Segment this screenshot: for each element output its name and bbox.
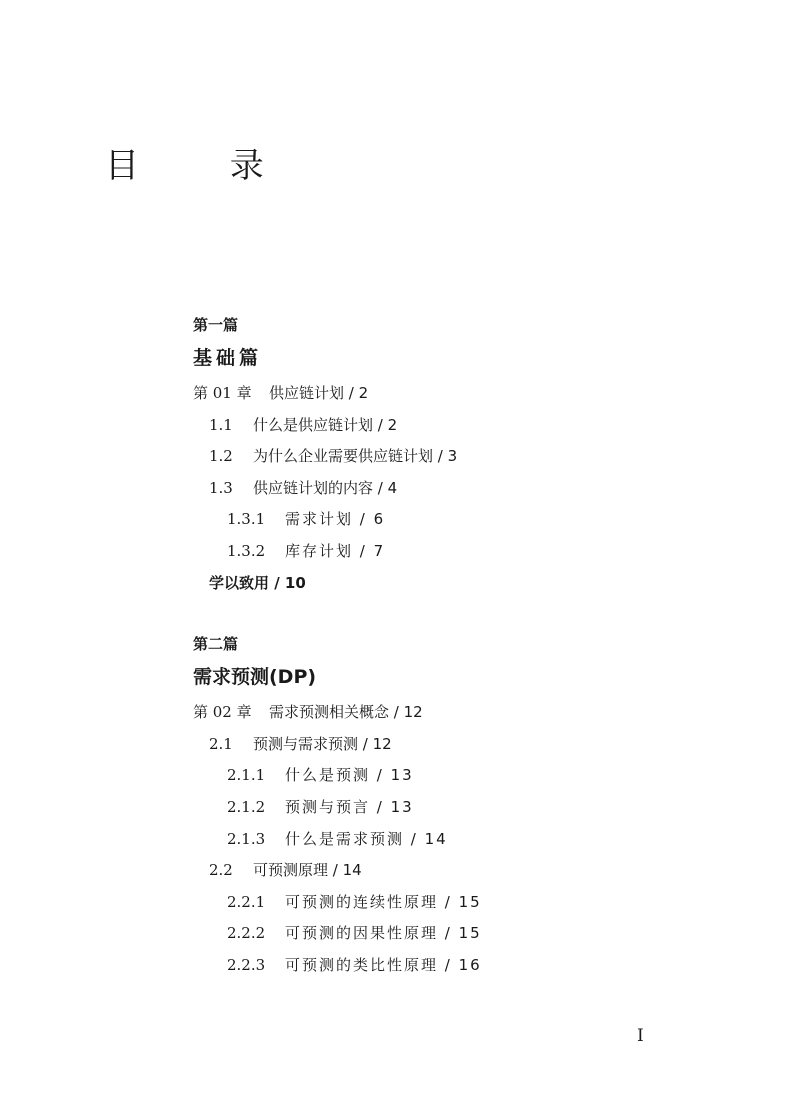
toc-subsection-entry[interactable]	[193, 887, 713, 919]
entry-text: 供应链计划的内容 / 4	[253, 478, 398, 497]
entry-text: 需求预测相关概念 / 12	[269, 703, 423, 722]
toc-subsection-entry[interactable]	[193, 792, 713, 824]
entry-text: 可预测的类比性原理 / 16	[285, 955, 482, 974]
entry-text: 什么是需求预测 / 14	[285, 829, 448, 848]
entry-number: 1.3.2	[227, 541, 266, 560]
toc-subsection-entry[interactable]	[193, 918, 713, 950]
entry-number: 第 02 章	[193, 703, 252, 722]
entry-text: 库存计划 / 7	[285, 541, 386, 560]
part-1	[193, 312, 713, 599]
entry-text: 为什么企业需要供应链计划 / 3	[253, 447, 458, 466]
toc-chapter-entry[interactable]	[193, 697, 713, 729]
entry-number: 1.3.1	[227, 510, 266, 529]
entry-text: 什么是供应链计划 / 2	[253, 415, 398, 434]
toc-section-entry[interactable]	[193, 441, 713, 473]
toc-subsection-entry[interactable]	[193, 536, 713, 568]
entry-number: 2.1.3	[227, 829, 266, 848]
toc-section-entry[interactable]	[193, 473, 713, 505]
toc-subsection-entry[interactable]	[193, 760, 713, 792]
part-label: 第二篇	[193, 635, 239, 654]
entry-text: 可预测原理 / 14	[253, 861, 362, 880]
part-label: 第一篇	[193, 316, 239, 334]
toc-section-entry[interactable]	[193, 410, 713, 442]
entry-text: 可预测的连续性原理 / 15	[285, 892, 482, 911]
page-number: I	[637, 1026, 644, 1046]
entry-number: 2.2.1	[227, 892, 266, 911]
entry-number: 1.1	[209, 415, 233, 434]
toc-subsection-entry[interactable]	[193, 950, 713, 982]
entry-number: 2.2.2	[227, 924, 266, 943]
entry-text: 学以致用 / 10	[209, 573, 306, 592]
page-title: 目 录	[105, 146, 304, 186]
part-title: 需求预测(DP)	[193, 666, 317, 689]
entry-number: 2.1	[209, 734, 233, 753]
entry-number: 1.3	[209, 478, 233, 497]
toc-section-entry[interactable]	[193, 729, 713, 761]
part-divider-space	[193, 599, 713, 631]
entry-text: 供应链计划 / 2	[269, 384, 369, 402]
entry-text: 预测与需求预测 / 12	[253, 734, 392, 753]
entry-number: 2.2.3	[227, 955, 266, 974]
entry-text: 预测与预言 / 13	[285, 797, 414, 816]
entry-text: 什么是预测 / 13	[285, 766, 414, 785]
toc-subsection-entry[interactable]	[193, 504, 713, 536]
toc-chapter-entry[interactable]	[193, 378, 713, 410]
entry-text: 可预测的因果性原理 / 15	[285, 924, 482, 943]
part-title: 基础篇	[193, 347, 263, 369]
part-2	[193, 631, 713, 981]
table-of-contents	[193, 312, 713, 982]
entry-number: 第 01 章	[193, 384, 252, 402]
toc-subsection-entry[interactable]	[193, 824, 713, 856]
entry-number: 2.1.1	[227, 766, 266, 785]
entry-number: 1.2	[209, 447, 233, 466]
entry-text: 需求计划 / 6	[285, 510, 386, 529]
toc-practice-entry[interactable]	[193, 568, 713, 600]
entry-number: 2.2	[209, 861, 233, 880]
entry-number: 2.1.2	[227, 797, 266, 816]
toc-section-entry[interactable]	[193, 855, 713, 887]
